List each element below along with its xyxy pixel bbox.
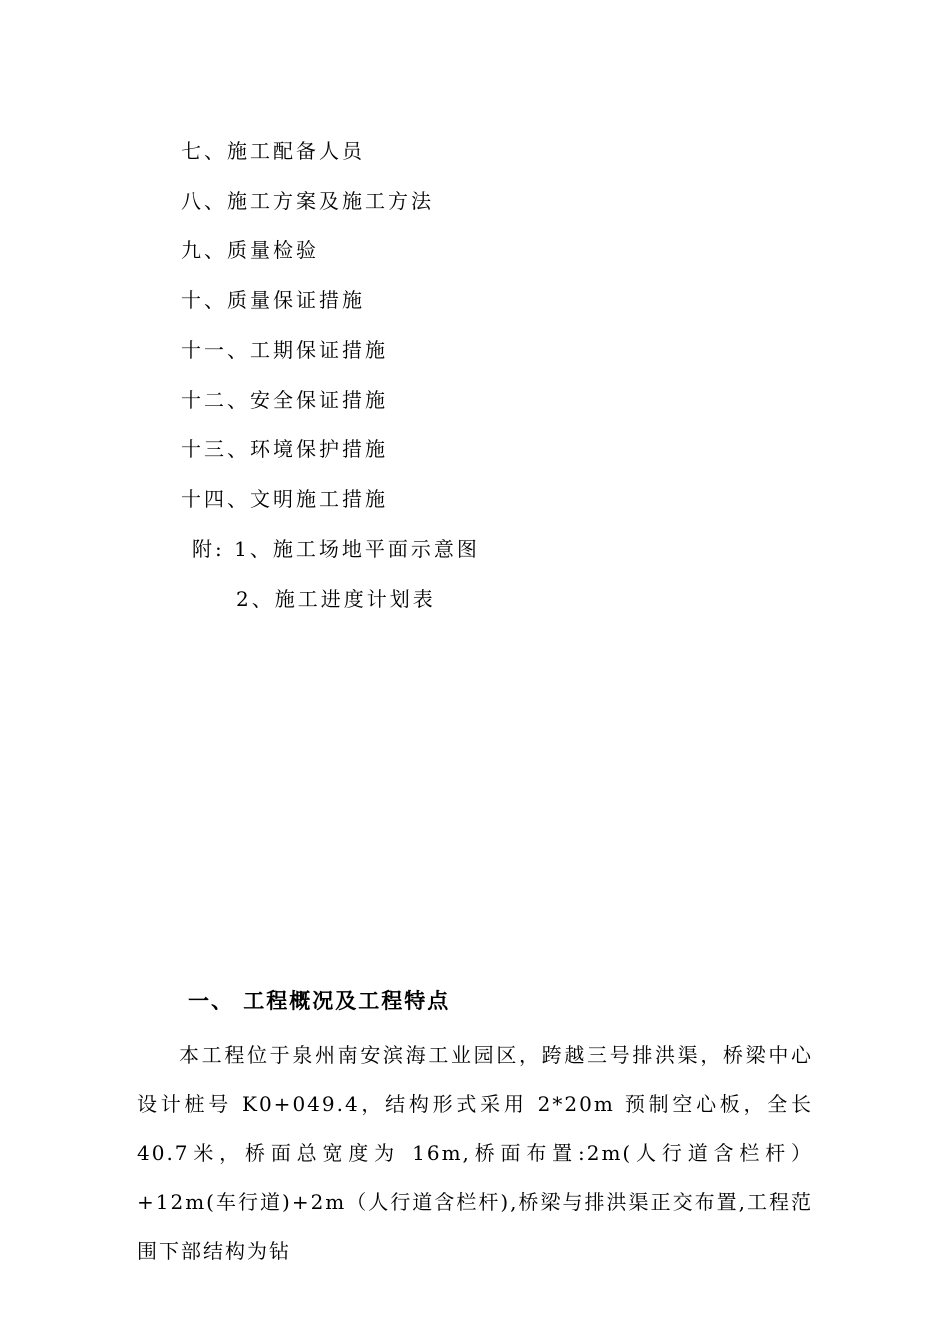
toc-item: 十二、安全保证措施 — [181, 388, 388, 412]
toc-item: 九、质量检验 — [181, 238, 319, 262]
toc-appendix-1: 附: 1、施工场地平面示意图 — [192, 537, 480, 561]
toc-item: 十、质量保证措施 — [181, 288, 365, 312]
section-paragraph: 本工程位于泉州南安滨海工业园区，跨越三号排洪渠，桥梁中心设计桩号 K0+049.4，结构形式采用 2*20m 预制空心板，全长 40.7米，桥面总宽度为 16m,桥面布置:2m(人行道含栏杆）+12m(车行道)+2m（人行道含栏杆),桥梁与排洪渠正交布置,工程范围下部结构为钻 — [137, 1043, 813, 1263]
toc-item: 七、施工配备人员 — [181, 139, 365, 163]
toc-item: 十三、环境保护措施 — [181, 437, 388, 461]
toc-item: 十一、工期保证措施 — [181, 338, 388, 362]
section-heading: 一、 工程概况及工程特点 — [188, 989, 451, 1013]
toc-appendix-2: 2、施工进度计划表 — [236, 587, 436, 611]
toc-item: 八、施工方案及施工方法 — [181, 189, 434, 213]
toc-item: 十四、文明施工措施 — [181, 487, 388, 511]
